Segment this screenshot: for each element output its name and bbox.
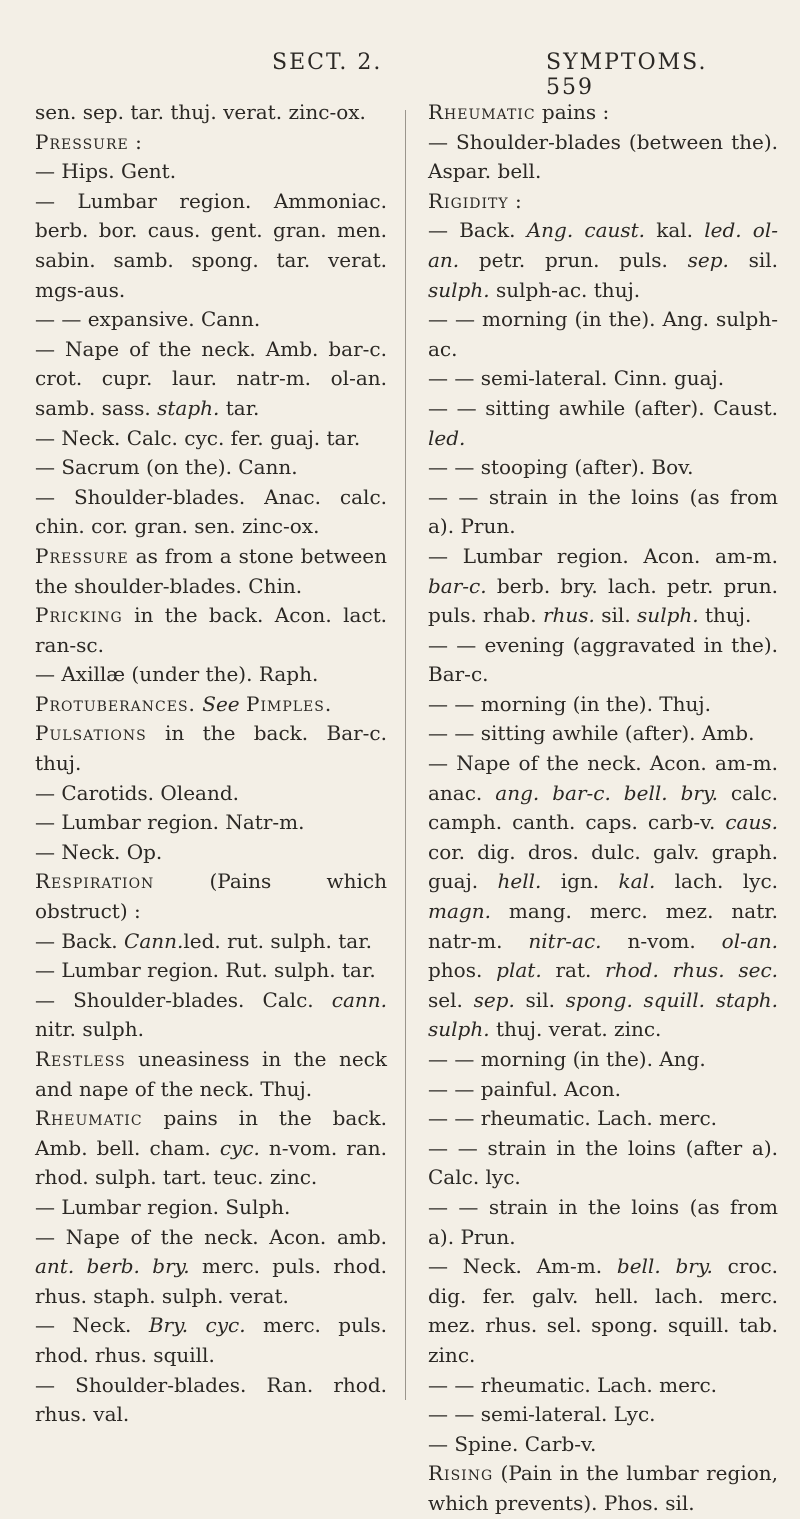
- index-entry: [428, 1371, 778, 1401]
- entry-text: sil.: [594, 603, 638, 628]
- entry-text: as from a stone between the shoulder-blades. Chin.: [35, 543, 387, 598]
- italic-remedy: rhus.: [542, 603, 595, 628]
- entry-text: — — semi-lateral. Cinn. guaj.: [428, 366, 725, 391]
- italic-remedy: cann.: [331, 987, 387, 1012]
- entry-text: ign.: [541, 869, 619, 894]
- italic-remedy: rhod. rhus. sec.: [605, 958, 779, 983]
- entry-text: (Pains which obstruct) :: [35, 869, 387, 924]
- index-entry: [35, 867, 387, 926]
- entry-text: nitr. sulph.: [35, 1017, 144, 1042]
- entry-text: — Lumbar region. Ammoniac. berb. bor. caus. gent. gran. men. sabin. samb. spong. tar. verat. mgs-aus.: [35, 188, 387, 302]
- index-entry: [35, 483, 387, 542]
- index-entry: [35, 1311, 387, 1370]
- entry-text: — — sitting awhile (after). Amb.: [428, 721, 755, 746]
- entry-text: lach. lyc.: [655, 869, 779, 894]
- index-entry: [428, 187, 778, 217]
- index-entry: [35, 660, 387, 690]
- index-entry: [35, 98, 387, 128]
- entry-text: — — expansive. Cann.: [35, 307, 261, 332]
- index-entry: [35, 808, 387, 838]
- entry-text: calc. camph. canth. caps. carb-v.: [428, 780, 779, 835]
- entry-text: thuj. verat. zinc.: [489, 1017, 662, 1042]
- entry-text: — — morning (in the). Ang.: [428, 1047, 706, 1071]
- entry-text: — Lumbar region. Acon. am-m.: [428, 543, 778, 568]
- entry-text: thuj.: [698, 603, 752, 628]
- entry-text: — — morning (in the). Thuj.: [428, 691, 711, 716]
- italic-remedy: sep.: [473, 987, 515, 1012]
- page-number: 559: [546, 75, 594, 100]
- entry-text: mang. merc. mez. natr. natr-m.: [428, 899, 778, 953]
- index-entry: [428, 128, 778, 187]
- index-entry: [428, 1104, 778, 1134]
- entry-text: — Shoulder-blades (between the). Aspar. bell.: [428, 129, 778, 184]
- entry-text: berb. bry. lach. petr. prun. puls. rhab.: [428, 573, 778, 628]
- index-entry: [428, 1193, 778, 1252]
- index-entry: [428, 1430, 778, 1460]
- index-entry: [428, 1134, 778, 1193]
- entry-text: petr. prun. puls.: [459, 247, 688, 272]
- index-entry: [35, 1371, 387, 1430]
- section-label: SECT. 2.: [272, 50, 383, 75]
- entry-text: — — sitting awhile (after). Caust.: [428, 395, 778, 420]
- italic-remedy: hell.: [497, 869, 542, 894]
- entry-text: — — strain in the loins (after a). Calc. lyc.: [428, 1135, 778, 1190]
- italic-remedy: ol-an.: [721, 928, 779, 953]
- entry-text: sen. sep. tar. thuj. verat. zinc-ox.: [35, 100, 366, 124]
- index-entry: [428, 453, 778, 483]
- entry-text: — — strain in the loins (as from a). Prun.: [428, 1194, 778, 1249]
- index-entry: [35, 1104, 387, 1193]
- entry-text: — Nape of the neck. Acon. amb.: [35, 1224, 387, 1249]
- index-entry: [35, 956, 387, 986]
- entry-text: uneasiness in the neck and nape of the neck. Thuj.: [35, 1047, 387, 1101]
- entry-text: croc. dig. fer. galv. hell. lach. merc. mez. rhus. sel. spong. squill. tab. zinc.: [428, 1254, 778, 1367]
- entry-text: — Sacrum (on the). Cann.: [35, 455, 298, 480]
- entry-text: rat.: [541, 958, 606, 983]
- italic-remedy: led. ol-an.: [428, 218, 778, 272]
- index-entry: [35, 453, 387, 483]
- italic-remedy: See: [202, 691, 240, 716]
- entry-text: — — strain in the loins (as from a). Prun.: [428, 484, 778, 539]
- entry-text: — — stooping (after). Bov.: [428, 455, 694, 480]
- entry-text: n-vom. ran. rhod. sulph. tart. teuc. zinc.: [35, 1135, 387, 1190]
- italic-remedy: ang. bar-c. bell. bry.: [495, 780, 718, 805]
- index-entry: [428, 364, 778, 394]
- entry-text: — Hips. Gent.: [35, 159, 177, 184]
- entry-text: sil.: [728, 247, 778, 272]
- index-entry: [428, 1459, 778, 1518]
- index-entry: [428, 98, 778, 128]
- index-entry: [35, 986, 387, 1045]
- entry-heading: Pricking: [35, 603, 123, 628]
- entry-text: kal.: [645, 218, 705, 243]
- entry-text: — Back.: [35, 928, 125, 953]
- left-column: [35, 98, 387, 1430]
- index-entry: [35, 1045, 387, 1104]
- entry-text: n-vom.: [601, 928, 722, 953]
- index-entry: [35, 542, 387, 601]
- entry-text: — — evening (aggravated in the). Bar-c.: [428, 632, 778, 687]
- entry-text: — Nape of the neck. Amb. bar-c. crot. cupr. laur. natr-m. ol-an. samb. sass.: [35, 336, 387, 420]
- entry-text: pains in the back. Amb. bell. cham.: [35, 1106, 387, 1160]
- entry-heading: Protuberances.: [35, 691, 196, 716]
- entry-text: — Lumbar region. Natr-m.: [35, 810, 305, 835]
- entry-text: pains :: [535, 100, 610, 124]
- title-text: SYMPTOMS.: [546, 50, 708, 75]
- entry-text: — Nape of the neck. Acon. am-m. anac.: [428, 751, 778, 805]
- entry-text: — — semi-lateral. Lyc.: [428, 1402, 656, 1427]
- italic-remedy: Bry. cyc.: [148, 1313, 246, 1338]
- index-entry: [428, 394, 778, 453]
- entry-text: — — morning (in the). Ang. sulph-ac.: [428, 307, 778, 361]
- italic-remedy: spong. squill. staph. sulph.: [428, 987, 778, 1042]
- index-entry: [35, 690, 387, 720]
- italic-remedy: Cann.: [124, 928, 184, 953]
- index-entry: [428, 1045, 778, 1075]
- index-entry: [428, 216, 778, 305]
- entry-text: — Shoulder-blades. Calc.: [35, 987, 332, 1012]
- index-entry: [428, 483, 778, 542]
- entry-heading: Pressure: [35, 543, 129, 568]
- index-entry: [35, 601, 387, 660]
- italic-remedy: staph.: [157, 395, 220, 420]
- entry-text: — Neck.: [35, 1313, 149, 1338]
- italic-remedy: kal.: [618, 869, 656, 894]
- entry-heading: Rigidity: [428, 188, 509, 213]
- entry-heading: Pressure: [35, 129, 129, 154]
- entry-text: sulph-ac. thuj.: [489, 277, 641, 302]
- index-entry: [35, 719, 387, 778]
- entry-heading: Respiration: [35, 869, 155, 894]
- entry-heading: Rheumatic: [35, 1106, 143, 1131]
- index-entry: [428, 1252, 778, 1370]
- index-entry: [428, 1400, 778, 1430]
- entry-text: merc. puls. rhod. rhus. staph. sulph. verat.: [35, 1254, 388, 1308]
- italic-remedy: sulph.: [637, 603, 699, 628]
- entry-text: — Neck. Calc. cyc. fer. guaj. tar.: [35, 425, 361, 450]
- italic-remedy: nitr-ac.: [528, 928, 602, 953]
- entry-text: — Axillæ (under the). Raph.: [35, 662, 319, 687]
- entry-heading: Pimples.: [246, 691, 333, 716]
- entry-text: — Lumbar region. Rut. sulph. tar.: [35, 958, 376, 983]
- entry-text: merc. puls. rhod. rhus. squill.: [35, 1313, 387, 1367]
- entry-text: — — rheumatic. Lach. merc.: [428, 1372, 718, 1397]
- entry-text: — — painful. Acon.: [428, 1076, 622, 1101]
- index-entry: [35, 1223, 387, 1312]
- italic-remedy: led.: [428, 425, 466, 450]
- index-entry: [35, 838, 387, 868]
- italic-remedy: bar-c.: [428, 573, 487, 598]
- index-entry: [35, 424, 387, 454]
- entry-text: (Pain in the lumbar region, which prevents). Phos. sil.: [428, 1461, 778, 1515]
- entry-text: — Neck. Am-m.: [428, 1254, 617, 1279]
- index-entry: [428, 305, 778, 364]
- index-entry: [35, 157, 387, 187]
- italic-remedy: cyc.: [219, 1135, 260, 1160]
- entry-text: — Carotids. Oleand.: [35, 780, 239, 805]
- entry-text: cor. dig. dros. dulc. galv. graph. guaj.: [428, 839, 778, 894]
- entry-text: — Shoulder-blades. Anac. calc. chin. cor. gran. sen. zinc-ox.: [35, 484, 387, 539]
- running-title: [546, 50, 800, 100]
- entry-text: sel.: [428, 987, 474, 1012]
- italic-remedy: ant. berb. bry.: [35, 1254, 190, 1279]
- entry-text: — Shoulder-blades. Ran. rhod. rhus. val.: [35, 1372, 387, 1427]
- entry-text: in the back. Acon. lact. ran-sc.: [35, 603, 387, 657]
- entry-text: — — rheumatic. Lach. merc.: [428, 1106, 718, 1131]
- italic-remedy: bell. bry.: [616, 1254, 713, 1279]
- index-entry: [35, 187, 387, 305]
- index-entry: [35, 1193, 387, 1223]
- entry-heading: Pulsations: [35, 721, 147, 746]
- entry-text: :: [508, 188, 522, 213]
- entry-text: in the back. Bar-c. thuj.: [35, 721, 387, 776]
- entry-text: — Neck. Op.: [35, 839, 163, 864]
- entry-text: phos.: [428, 958, 497, 983]
- entry-text: tar.: [219, 395, 260, 420]
- italic-remedy: sep.: [687, 247, 729, 272]
- italic-remedy: sulph.: [428, 277, 490, 302]
- index-entry: [428, 542, 778, 631]
- italic-remedy: plat.: [496, 958, 542, 983]
- index-entry: [428, 1075, 778, 1105]
- entry-heading: Rising: [428, 1461, 494, 1486]
- right-column: [428, 98, 778, 1519]
- entry-heading: Rheumatic: [428, 100, 536, 124]
- index-entry: [428, 631, 778, 690]
- index-entry: [35, 305, 387, 335]
- entry-text: :: [128, 129, 142, 154]
- italic-remedy: magn.: [428, 899, 491, 924]
- index-entry: [428, 690, 778, 720]
- index-entry: [35, 779, 387, 809]
- entry-text: — Spine. Carb-v.: [428, 1431, 597, 1456]
- index-entry: [428, 749, 778, 1045]
- entry-text: sil.: [514, 987, 566, 1012]
- column-divider: [405, 110, 406, 1400]
- entry-text: led. rut. sulph. tar.: [183, 928, 372, 953]
- index-entry: [35, 128, 387, 158]
- entry-text: — Back.: [428, 218, 527, 243]
- entry-text: — Lumbar region. Sulph.: [35, 1194, 291, 1219]
- index-entry: [428, 719, 778, 749]
- italic-remedy: caus.: [725, 810, 778, 835]
- entry-heading: Restless: [35, 1047, 126, 1071]
- italic-remedy: Ang. caust.: [526, 218, 646, 243]
- index-entry: [35, 335, 387, 424]
- page-header: [0, 50, 800, 100]
- index-entry: [35, 927, 387, 957]
